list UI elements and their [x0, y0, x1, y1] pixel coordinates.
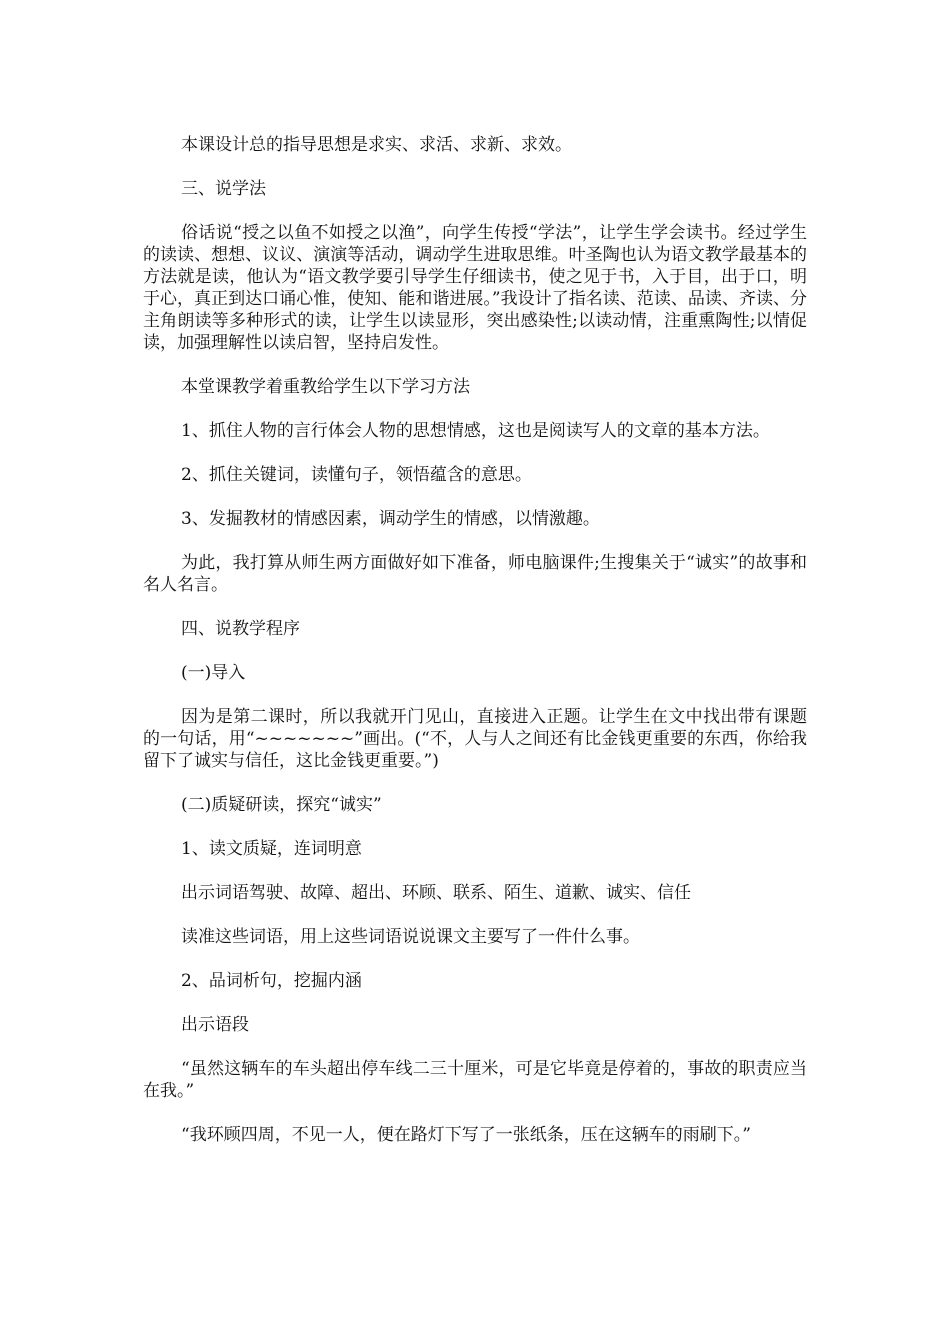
paragraph-study-method: 俗话说“授之以鱼不如授之以渔”，向学生传授“学法”，让学生学会读书。经过学生的读读、想想、议议、演演等活动，调动学生进取思维。叶圣陶也认为语文教学最基本的方法就是读，他认为“语文教学要引导学生仔细读书，使之见于书，入于目，出于口，明于心，真正到达口诵心惟，使知、能和谐进展。”我设计了指名读、范读、品读、齐读、分主角朗读等多种形式的读，让学生以读显形，突出感染性;以读动情，注重熏陶性;以情促读，加强理解性以读启智，坚持启发性。 [143, 223, 807, 353]
section-heading-study-method: 三、说学法 [181, 179, 266, 199]
step-heading-analyze-sentences: 2、品词析句，挖掘内涵 [181, 971, 362, 991]
quote-passage-2: “我环顾四周，不见一人，便在路灯下写了一张纸条，压在这辆车的雨刷下。” [181, 1125, 751, 1145]
paragraph-show-passage: 出示语段 [181, 1015, 249, 1035]
paragraph-methods-intro: 本堂课教学着重教给学生以下学习方法 [181, 377, 470, 397]
list-item-method-3: 3、发掘教材的情感因素，调动学生的情感，以情激趣。 [181, 509, 600, 529]
step-heading-read-question: 1、读文质疑，连词明意 [181, 839, 362, 859]
section-heading-teaching-procedure: 四、说教学程序 [181, 619, 300, 639]
paragraph-guiding-idea: 本课设计总的指导思想是求实、求活、求新、求效。 [181, 135, 572, 155]
paragraph-introduction: 因为是第二课时，所以我就开门见山，直接进入正题。让学生在文中找出带有课题的一句话，用“~~~~~~~”画出。(“不，人与人之间还有比金钱更重要的东西，你给我留下了诚实与信任，这比金钱更重要。”) [143, 707, 807, 771]
paragraph-vocabulary-task: 读准这些词语，用上这些词语说说课文主要写了一件什么事。 [181, 927, 640, 947]
list-item-method-1: 1、抓住人物的言行体会人物的思想情感，这也是阅读写人的文章的基本方法。 [181, 421, 770, 441]
quote-passage-1: “虽然这辆车的车头超出停车线二三十厘米，可是它毕竟是停着的，事故的职责应当在我。” [143, 1059, 807, 1101]
list-item-method-2: 2、抓住关键词，读懂句子，领悟蕴含的意思。 [181, 465, 532, 485]
subheading-questioning: (二)质疑研读，探究“诚实” [181, 795, 382, 815]
paragraph-preparation: 为此，我打算从师生两方面做好如下准备，师电脑课件;生搜集关于“诚实”的故事和名人名言。 [143, 553, 807, 595]
document-body [143, 134, 807, 1168]
paragraph-vocabulary: 出示词语驾驶、故障、超出、环顾、联系、陌生、道歉、诚实、信任 [181, 883, 691, 903]
subheading-introduction: (一)导入 [181, 663, 246, 683]
